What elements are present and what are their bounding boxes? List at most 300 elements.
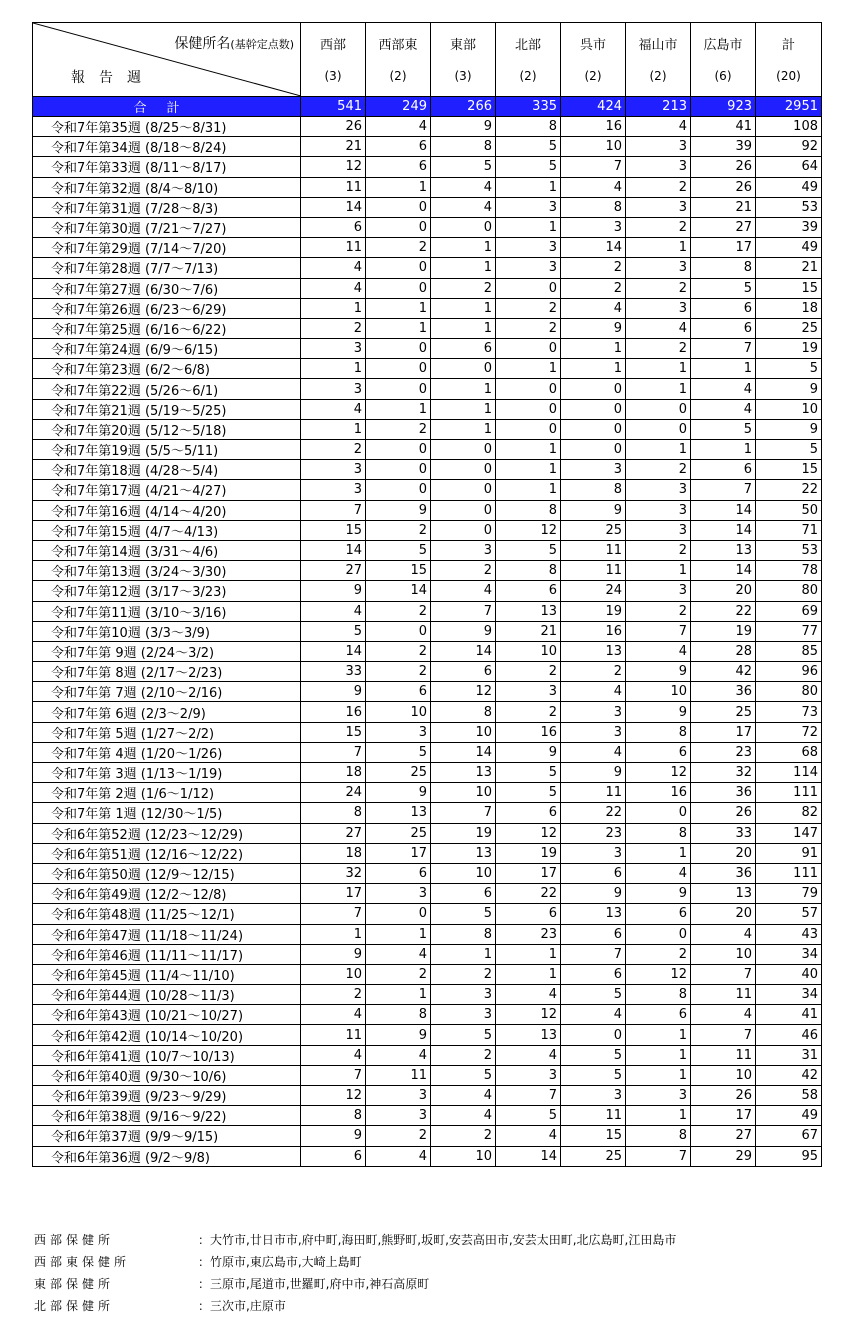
table-cell: 0 (431, 520, 496, 540)
table-cell: 14 (691, 561, 756, 581)
legend-item (34, 1295, 676, 1317)
table-cell: 3 (626, 500, 691, 520)
week-label: 令和7年第29週 (7/14～7/20) (33, 238, 301, 258)
table-cell: 67 (756, 1126, 822, 1146)
table-cell: 9 (301, 581, 366, 601)
table-cell: 8 (626, 823, 691, 843)
table-cell: 25 (756, 318, 822, 338)
week-label: 令和7年第13週 (3/24～3/30) (33, 561, 301, 581)
table-cell: 5 (561, 985, 626, 1005)
table-cell: 4 (301, 1045, 366, 1065)
table-cell: 8 (496, 500, 561, 520)
table-cell: 12 (496, 520, 561, 540)
legend-item (34, 1229, 676, 1251)
table-cell: 14 (431, 641, 496, 661)
table-cell: 1 (626, 238, 691, 258)
week-label: 令和6年第48週 (11/25～12/1) (33, 904, 301, 924)
table-cell: 80 (756, 682, 822, 702)
table-cell: 0 (431, 359, 496, 379)
column-name: 西部東 (378, 38, 418, 53)
table-cell: 12 (496, 823, 561, 843)
table-cell: 13 (691, 884, 756, 904)
table-cell: 1 (496, 480, 561, 500)
table-row (33, 359, 822, 379)
column-header (366, 23, 431, 97)
table-cell: 11 (301, 177, 366, 197)
table-cell: 2 (561, 278, 626, 298)
column-name: 計 (781, 38, 795, 53)
table-cell: 0 (561, 399, 626, 419)
table-cell: 8 (431, 702, 496, 722)
table-row (33, 379, 822, 399)
table-row (33, 621, 822, 641)
table-cell: 5 (691, 419, 756, 439)
table-cell: 24 (301, 783, 366, 803)
table-cell: 12 (301, 1086, 366, 1106)
table-cell: 15 (756, 460, 822, 480)
table-cell: 4 (366, 1045, 431, 1065)
table-cell: 2 (626, 177, 691, 197)
table-cell: 5 (431, 1025, 496, 1045)
table-cell: 3 (626, 1086, 691, 1106)
table-cell: 0 (366, 258, 431, 278)
table-cell: 1 (496, 460, 561, 480)
table-cell: 40 (756, 964, 822, 984)
table-cell: 114 (756, 763, 822, 783)
table-row (33, 702, 822, 722)
table-cell: 4 (496, 1126, 561, 1146)
table-row (33, 480, 822, 500)
table-cell: 23 (691, 742, 756, 762)
week-label: 令和7年第24週 (6/9～6/15) (33, 339, 301, 359)
week-label: 令和6年第50週 (12/9～12/15) (33, 863, 301, 883)
table-row (33, 843, 822, 863)
column-header (756, 23, 822, 97)
table-cell: 19 (561, 601, 626, 621)
table-cell: 8 (626, 985, 691, 1005)
table-row (33, 540, 822, 560)
table-cell: 36 (691, 783, 756, 803)
week-label: 令和7年第18週 (4/28～5/4) (33, 460, 301, 480)
table-cell: 18 (301, 843, 366, 863)
table-cell: 6 (366, 137, 431, 157)
table-cell: 7 (691, 964, 756, 984)
table-cell: 1 (626, 1025, 691, 1045)
table-cell: 0 (431, 217, 496, 237)
table-row (33, 1045, 822, 1065)
table-row (33, 339, 822, 359)
table-cell: 13 (431, 843, 496, 863)
table-cell: 20 (691, 581, 756, 601)
table-cell: 21 (496, 621, 561, 641)
table-cell: 9 (561, 763, 626, 783)
table-row (33, 722, 822, 742)
column-count: (2) (519, 69, 537, 83)
table-cell: 3 (496, 197, 561, 217)
table-cell: 0 (626, 399, 691, 419)
table-cell: 9 (366, 500, 431, 520)
table-cell: 2 (366, 662, 431, 682)
table-cell: 42 (756, 1065, 822, 1085)
table-cell: 5 (301, 621, 366, 641)
total-row (33, 97, 822, 117)
table-row (33, 258, 822, 278)
table-cell: 26 (691, 157, 756, 177)
table-cell: 5 (431, 1065, 496, 1085)
table-cell: 4 (561, 1005, 626, 1025)
table-cell: 17 (366, 843, 431, 863)
table-cell: 80 (756, 581, 822, 601)
table-cell: 4 (366, 1146, 431, 1166)
week-label: 令和7年第 6週 (2/3～2/9) (33, 702, 301, 722)
table-cell: 13 (561, 641, 626, 661)
table-cell: 14 (301, 641, 366, 661)
table-cell: 2 (431, 561, 496, 581)
table-cell: 25 (561, 1146, 626, 1166)
total-value: 213 (626, 97, 691, 117)
table-cell: 8 (626, 1126, 691, 1146)
table-cell: 9 (496, 742, 561, 762)
table-cell: 2 (496, 702, 561, 722)
table-cell: 0 (366, 904, 431, 924)
table-cell: 0 (366, 480, 431, 500)
column-count: (3) (324, 69, 342, 83)
table-cell: 9 (756, 419, 822, 439)
table-row (33, 1086, 822, 1106)
week-label: 令和7年第15週 (4/7～4/13) (33, 520, 301, 540)
table-row (33, 440, 822, 460)
table-cell: 23 (561, 823, 626, 843)
table-cell: 3 (496, 238, 561, 258)
table-cell: 8 (691, 258, 756, 278)
table-cell: 14 (301, 197, 366, 217)
table-cell: 2 (561, 662, 626, 682)
table-cell: 3 (626, 137, 691, 157)
column-count: (3) (454, 69, 472, 83)
table-cell: 3 (626, 258, 691, 278)
column-header (691, 23, 756, 97)
table-cell: 4 (561, 682, 626, 702)
table-cell: 4 (301, 258, 366, 278)
week-label: 令和7年第35週 (8/25～8/31) (33, 117, 301, 137)
table-cell: 95 (756, 1146, 822, 1166)
table-cell: 9 (561, 500, 626, 520)
table-cell: 73 (756, 702, 822, 722)
table-cell: 5 (496, 157, 561, 177)
table-cell: 1 (626, 379, 691, 399)
table-cell: 4 (301, 1005, 366, 1025)
table-cell: 6 (496, 581, 561, 601)
table-row (33, 419, 822, 439)
table-cell: 1 (561, 359, 626, 379)
column-header (301, 23, 366, 97)
table-cell: 10 (301, 964, 366, 984)
table-cell: 1 (496, 944, 561, 964)
table-cell: 2 (366, 964, 431, 984)
table-row (33, 117, 822, 137)
table-cell: 9 (561, 318, 626, 338)
table-cell: 10 (431, 722, 496, 742)
table-cell: 9 (366, 783, 431, 803)
table-cell: 2 (626, 339, 691, 359)
legend-value: ：大竹市,廿日市市,府中町,海田町,熊野町,坂町,安芸高田市,安芸太田町,北広島町,江田島市 (198, 1233, 677, 1247)
table-row (33, 944, 822, 964)
table-cell: 4 (626, 117, 691, 137)
column-header (496, 23, 561, 97)
table-cell: 25 (561, 520, 626, 540)
table-cell: 4 (496, 1045, 561, 1065)
table-cell: 0 (366, 339, 431, 359)
week-label: 令和7年第11週 (3/10～3/16) (33, 601, 301, 621)
table-cell: 69 (756, 601, 822, 621)
table-cell: 0 (366, 217, 431, 237)
table-cell: 4 (561, 742, 626, 762)
table-cell: 9 (301, 1126, 366, 1146)
week-label: 令和6年第49週 (12/2～12/8) (33, 884, 301, 904)
week-label: 令和7年第33週 (8/11～8/17) (33, 157, 301, 177)
table-cell: 6 (301, 217, 366, 237)
table-cell: 6 (691, 318, 756, 338)
table-cell: 0 (561, 1025, 626, 1045)
table-cell: 9 (366, 1025, 431, 1045)
table-cell: 16 (496, 722, 561, 742)
table-row (33, 823, 822, 843)
table-cell: 11 (561, 561, 626, 581)
table-cell: 3 (366, 1086, 431, 1106)
table-cell: 9 (626, 702, 691, 722)
table-cell: 9 (626, 662, 691, 682)
table-cell: 3 (626, 581, 691, 601)
table-cell: 27 (691, 1126, 756, 1146)
table-cell: 7 (301, 1065, 366, 1085)
table-cell: 64 (756, 157, 822, 177)
table-cell: 20 (691, 904, 756, 924)
table-cell: 147 (756, 823, 822, 843)
table-cell: 0 (626, 419, 691, 439)
table-cell: 4 (561, 298, 626, 318)
table-cell: 3 (496, 1065, 561, 1085)
legend-value: ：三次市,庄原市 (198, 1299, 286, 1313)
table-row (33, 985, 822, 1005)
table-cell: 14 (301, 540, 366, 560)
table-cell: 6 (626, 904, 691, 924)
table-cell: 2 (626, 217, 691, 237)
week-label: 令和7年第 9週 (2/24～3/2) (33, 641, 301, 661)
table-cell: 0 (366, 197, 431, 217)
table-cell: 50 (756, 500, 822, 520)
table-cell: 1 (366, 177, 431, 197)
table-cell: 10 (366, 702, 431, 722)
week-label: 令和7年第34週 (8/18～8/24) (33, 137, 301, 157)
week-label: 令和7年第 8週 (2/17～2/23) (33, 662, 301, 682)
table-cell: 3 (431, 540, 496, 560)
table-cell: 1 (626, 1106, 691, 1126)
column-name: 呉市 (579, 38, 606, 53)
table-cell: 53 (756, 197, 822, 217)
table-cell: 0 (431, 480, 496, 500)
total-value: 335 (496, 97, 561, 117)
table-cell: 14 (431, 742, 496, 762)
table-cell: 0 (431, 440, 496, 460)
table-row (33, 1106, 822, 1126)
table-cell: 1 (431, 318, 496, 338)
table-cell: 9 (431, 621, 496, 641)
week-label: 令和7年第16週 (4/14～4/20) (33, 500, 301, 520)
table-cell: 1 (496, 964, 561, 984)
week-label: 令和7年第17週 (4/21～4/27) (33, 480, 301, 500)
table-cell: 7 (301, 500, 366, 520)
table-cell: 6 (561, 964, 626, 984)
table-cell: 25 (366, 763, 431, 783)
column-count: (2) (649, 69, 667, 83)
table-cell: 0 (496, 339, 561, 359)
table-cell: 111 (756, 783, 822, 803)
legend-value: ：三原市,尾道市,世羅町,府中市,神石高原町 (198, 1277, 430, 1291)
table-cell: 10 (561, 137, 626, 157)
table-cell: 3 (626, 197, 691, 217)
column-name: 西部 (319, 38, 346, 53)
table-row (33, 1126, 822, 1146)
table-cell: 5 (756, 359, 822, 379)
table-cell: 5 (431, 904, 496, 924)
week-label: 令和6年第37週 (9/9～9/15) (33, 1126, 301, 1146)
table-cell: 3 (561, 702, 626, 722)
table-cell: 19 (431, 823, 496, 843)
table-row (33, 783, 822, 803)
table-cell: 28 (691, 641, 756, 661)
table-row (33, 924, 822, 944)
table-cell: 14 (366, 581, 431, 601)
table-cell: 8 (431, 924, 496, 944)
week-label: 令和7年第 7週 (2/10～2/16) (33, 682, 301, 702)
table-cell: 9 (301, 682, 366, 702)
table-cell: 0 (431, 500, 496, 520)
table-cell: 9 (756, 379, 822, 399)
table-cell: 1 (431, 399, 496, 419)
table-row (33, 137, 822, 157)
table-cell: 34 (756, 944, 822, 964)
table-cell: 6 (691, 298, 756, 318)
week-label: 令和7年第28週 (7/7～7/13) (33, 258, 301, 278)
table-cell: 10 (626, 682, 691, 702)
table-row (33, 884, 822, 904)
week-label: 令和7年第 3週 (1/13～1/19) (33, 763, 301, 783)
table-row (33, 904, 822, 924)
table-cell: 6 (366, 863, 431, 883)
table-cell: 91 (756, 843, 822, 863)
table-cell: 72 (756, 722, 822, 742)
table-cell: 5 (496, 763, 561, 783)
table-cell: 2 (366, 641, 431, 661)
table-cell: 8 (301, 1106, 366, 1126)
table-cell: 1 (431, 419, 496, 439)
table-cell: 4 (366, 117, 431, 137)
column-count: (2) (584, 69, 602, 83)
table-cell: 7 (431, 601, 496, 621)
column-name: 北部 (514, 38, 541, 53)
table-cell: 9 (626, 884, 691, 904)
table-cell: 21 (301, 137, 366, 157)
table-cell: 1 (366, 924, 431, 944)
table-row (33, 742, 822, 762)
table-cell: 43 (756, 924, 822, 944)
table-cell: 14 (496, 1146, 561, 1166)
table-cell: 23 (496, 924, 561, 944)
table-cell: 3 (366, 722, 431, 742)
week-label: 令和7年第 2週 (1/6～1/12) (33, 783, 301, 803)
table-cell: 6 (496, 904, 561, 924)
table-cell: 10 (496, 641, 561, 661)
table-cell: 1 (431, 944, 496, 964)
table-cell: 3 (431, 1005, 496, 1025)
table-cell: 12 (626, 763, 691, 783)
table-cell: 5 (561, 1065, 626, 1085)
table-cell: 4 (301, 278, 366, 298)
table-cell: 17 (691, 722, 756, 742)
week-label: 令和7年第31週 (7/28～8/3) (33, 197, 301, 217)
table-cell: 3 (626, 298, 691, 318)
table-cell: 22 (496, 884, 561, 904)
table-cell: 27 (301, 561, 366, 581)
table-cell: 49 (756, 238, 822, 258)
table-cell: 7 (691, 1025, 756, 1045)
table-row (33, 318, 822, 338)
table-cell: 4 (691, 399, 756, 419)
table-cell: 11 (301, 1025, 366, 1045)
table-cell: 1 (301, 924, 366, 944)
table-cell: 22 (756, 480, 822, 500)
header-corner (33, 23, 301, 97)
table-cell: 1 (626, 440, 691, 460)
table-cell: 12 (431, 682, 496, 702)
table-cell: 22 (561, 803, 626, 823)
table-cell: 1 (431, 258, 496, 278)
table-row (33, 197, 822, 217)
table-cell: 2 (626, 944, 691, 964)
week-label: 令和6年第44週 (10/28～11/3) (33, 985, 301, 1005)
table-row (33, 641, 822, 661)
column-count: (6) (714, 69, 732, 83)
table-cell: 4 (626, 641, 691, 661)
column-header (626, 23, 691, 97)
table-cell: 29 (691, 1146, 756, 1166)
table-cell: 0 (496, 399, 561, 419)
table-cell: 2 (366, 520, 431, 540)
table-cell: 26 (691, 177, 756, 197)
table-cell: 4 (366, 944, 431, 964)
table-cell: 4 (431, 197, 496, 217)
table-cell: 2 (301, 985, 366, 1005)
week-label: 令和7年第27週 (6/30～7/6) (33, 278, 301, 298)
table-row (33, 520, 822, 540)
table-row (33, 217, 822, 237)
table-cell: 1 (626, 359, 691, 379)
table-cell: 8 (561, 480, 626, 500)
table-cell: 7 (431, 803, 496, 823)
table-cell: 41 (691, 117, 756, 137)
table-cell: 3 (561, 843, 626, 863)
table-row (33, 682, 822, 702)
legend-key: 西部東保健所 (34, 1255, 131, 1269)
table-cell: 1 (366, 318, 431, 338)
table-cell: 13 (691, 540, 756, 560)
table-cell: 10 (431, 783, 496, 803)
table-cell: 8 (626, 722, 691, 742)
header-row (33, 23, 822, 97)
table-cell: 1 (496, 177, 561, 197)
week-label: 令和7年第25週 (6/16～6/22) (33, 318, 301, 338)
table-cell: 53 (756, 540, 822, 560)
